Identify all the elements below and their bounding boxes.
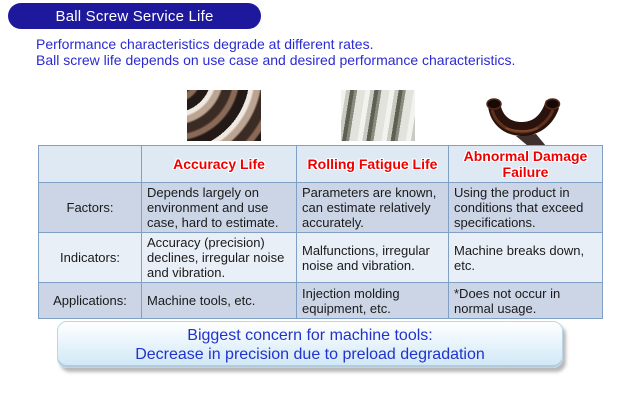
screw-shaft-grooves-photo <box>341 90 415 141</box>
slide-title-pill <box>8 3 261 29</box>
banner-line-2: Decrease in precision due to preload degradation <box>135 345 485 363</box>
row-label-factors: Factors: <box>39 183 142 233</box>
factors-rolling-cell: Parameters are known, can estimate relatively accurately. <box>297 183 449 233</box>
table-row-applications <box>39 283 603 319</box>
ball-screw-spiral-closeup-photo <box>187 90 261 141</box>
header-accuracy-life-label: Accuracy Life <box>173 156 265 172</box>
table-row-factors <box>39 183 603 233</box>
service-life-comparison-table <box>38 145 603 319</box>
intro-line-2: Ball screw life depends on use case and desired performance characteristics. <box>36 52 516 68</box>
header-accuracy-life <box>142 146 297 183</box>
header-abnormal-damage-failure <box>449 146 603 183</box>
applications-rolling-cell: Injection molding equipment, etc. <box>297 283 449 319</box>
table-header-row <box>39 146 603 183</box>
banner-line-1: Biggest concern for machine tools: <box>187 326 433 344</box>
factors-abnormal-cell: Using the product in conditions that exceed specifications. <box>449 183 603 233</box>
broken-fragment-illustration <box>476 84 568 146</box>
indicators-accuracy-cell: Accuracy (precision) declines, irregular noise and vibration. <box>142 233 297 283</box>
row-label-indicators: Indicators: <box>39 233 142 283</box>
slide-title: Ball Screw Service Life <box>55 7 214 25</box>
header-rolling-fatigue-life-label: Rolling Fatigue Life <box>307 156 438 172</box>
header-empty-cell <box>39 146 142 183</box>
header-rolling-fatigue-life <box>297 146 449 183</box>
indicators-rolling-cell: Malfunctions, irregular noise and vibration. <box>297 233 449 283</box>
row-label-applications: Applications: <box>39 283 142 319</box>
intro-text <box>36 36 515 68</box>
indicators-abnormal-cell: Machine breaks down, etc. <box>449 233 603 283</box>
table-row-indicators <box>39 233 603 283</box>
broken-nut-fragment-photo <box>476 84 568 146</box>
intro-line-1: Performance characteristics degrade at different rates. <box>36 36 374 52</box>
applications-accuracy-cell: Machine tools, etc. <box>142 283 297 319</box>
conclusion-banner <box>57 321 563 368</box>
applications-abnormal-cell: *Does not occur in normal usage. <box>449 283 603 319</box>
factors-accuracy-cell: Depends largely on environment and use case, hard to estimate. <box>142 183 297 233</box>
header-abnormal-damage-failure-label: Abnormal Damage Failure <box>463 148 588 180</box>
